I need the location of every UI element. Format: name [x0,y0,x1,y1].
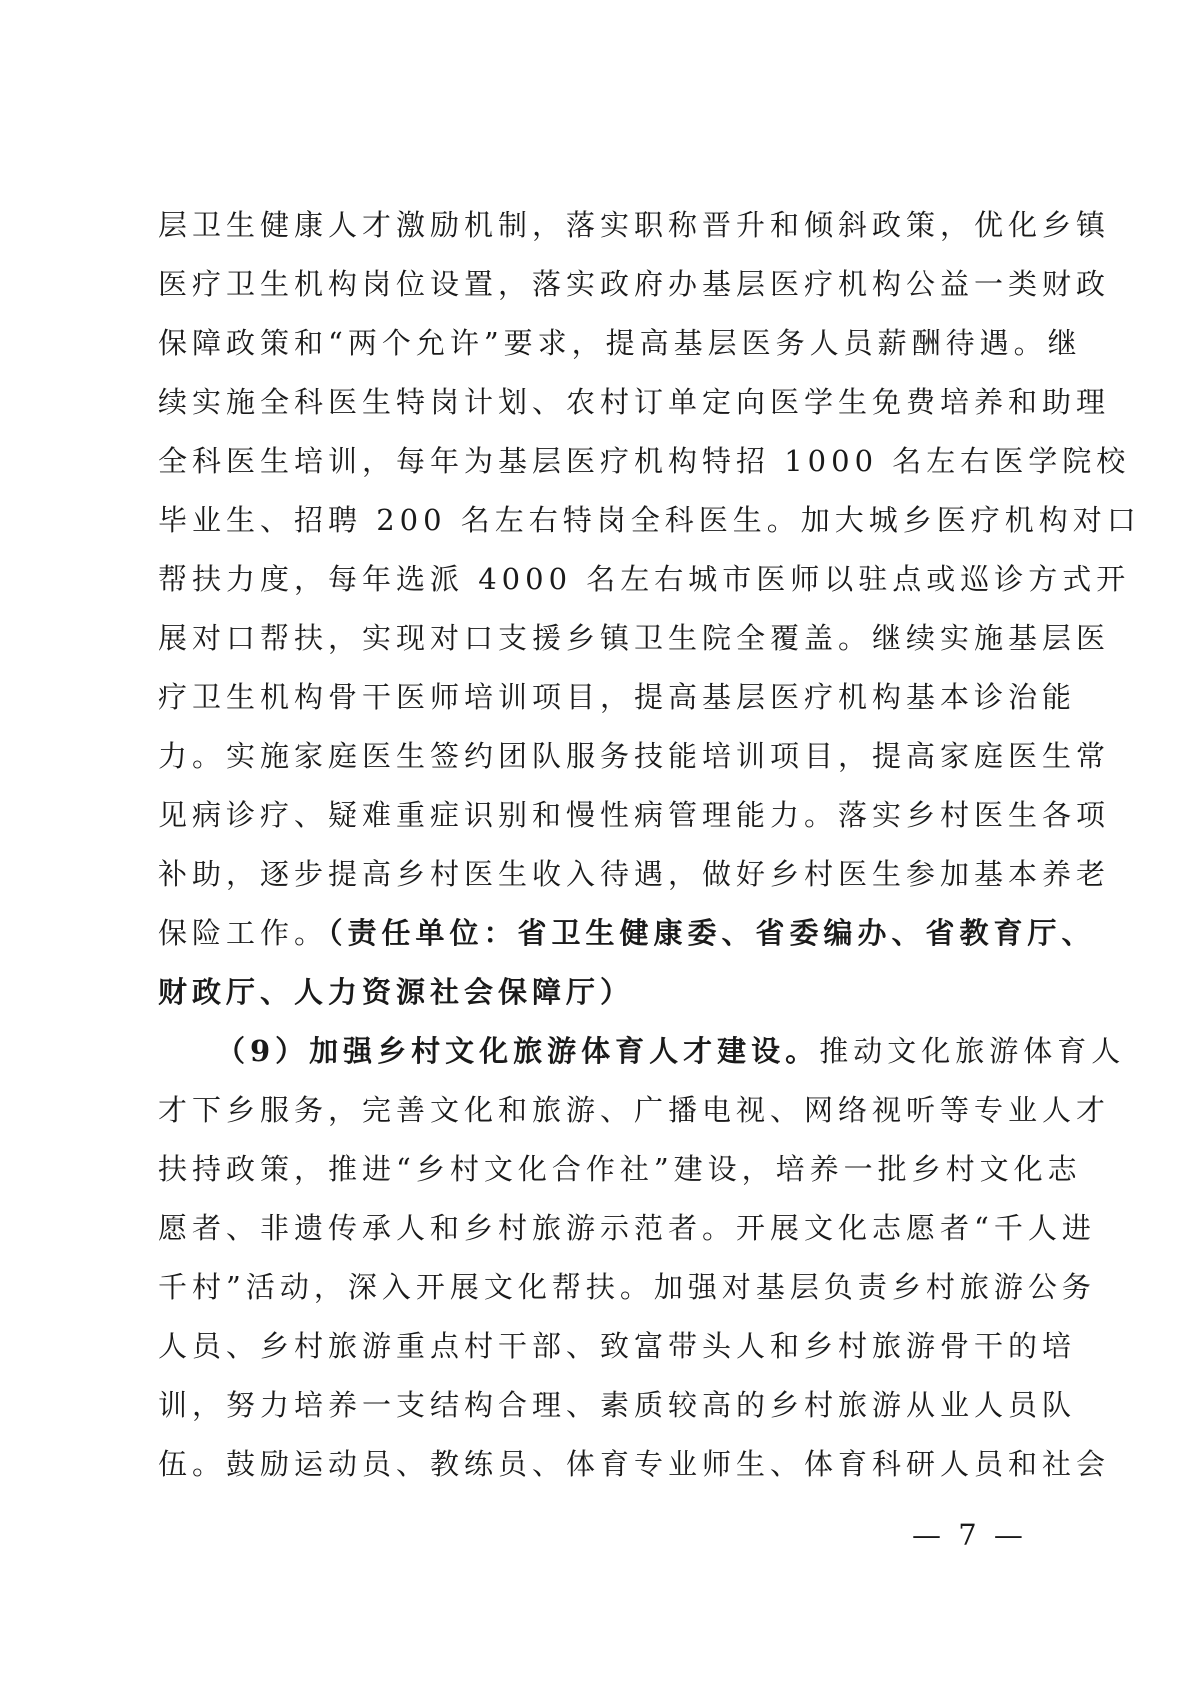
text-line: 全科医生培训，每年为基层医疗机构特招 1000 名左右医学院校 [158,444,1131,478]
text-line-responsibility [158,904,1096,963]
text-line: 医疗卫生机构岗位设置，落实政府办基层医疗机构公益一类财政 [158,267,1111,301]
text-line: 见病诊疗、疑难重症识别和慢性病管理能力。落实乡村医生各项 [158,798,1111,832]
responsibility-units: （责任单位：省卫生健康委、省委编办、省教育厅、 [328,916,1096,950]
text-line: 力。实施家庭医生签约团队服务技能培训项目，提高家庭医生常 [158,739,1111,773]
text-line: 续实施全科医生特岗计划、农村订单定向医学生免费培养和助理 [158,385,1111,419]
text-line: 愿者、非遗传承人和乡村旅游示范者。开展文化志愿者“千人进 [158,1211,1096,1245]
text-line: 毕业生、招聘 200 名左右特岗全科医生。加大城乡医疗机构对口 [158,503,1141,537]
text-line: 扶持政策，推进“乡村文化合作社”建设，培养一批乡村文化志 [158,1152,1082,1186]
text-line: 千村”活动，深入开展文化帮扶。加强对基层负责乡村旅游公务 [158,1270,1096,1304]
paragraph-9-first-line [158,1022,1126,1081]
text-line: 疗卫生机构骨干医师培训项目，提高基层医疗机构基本诊治能 [158,680,1077,714]
responsibility-units-continued: 财政厅、人力资源社会保障厅） [158,975,635,1009]
text-line: 帮扶力度，每年选派 4000 名左右城市医师以驻点或巡诊方式开 [158,562,1131,596]
text-segment: 保险工作。 [158,916,329,950]
text-line: 才下乡服务，完善文化和旅游、广播电视、网络视听等专业人才 [158,1093,1111,1127]
page-number: — 7 — [912,1518,1027,1552]
body-text [158,196,1141,1494]
text-segment: 推动文化旅游体育人 [819,1034,1126,1068]
text-line: 补助，逐步提高乡村医生收入待遇，做好乡村医生参加基本养老 [158,857,1111,891]
text-line: 展对口帮扶，实现对口支援乡镇卫生院全覆盖。继续实施基层医 [158,621,1111,655]
text-line: 训，努力培养一支结构合理、素质较高的乡村旅游从业人员队 [158,1388,1077,1422]
text-line: 伍。鼓励运动员、教练员、体育专业师生、体育科研人员和社会 [158,1447,1111,1481]
text-line: 保障政策和“两个允许”要求，提高基层医务人员薪酬待遇。继 [158,326,1082,360]
paragraph-9-heading: （9）加强乡村文化旅游体育人才建设。 [216,1034,820,1068]
text-line: 人员、乡村旅游重点村干部、致富带头人和乡村旅游骨干的培 [158,1329,1077,1363]
text-line: 层卫生健康人才激励机制，落实职称晋升和倾斜政策，优化乡镇 [158,208,1111,242]
